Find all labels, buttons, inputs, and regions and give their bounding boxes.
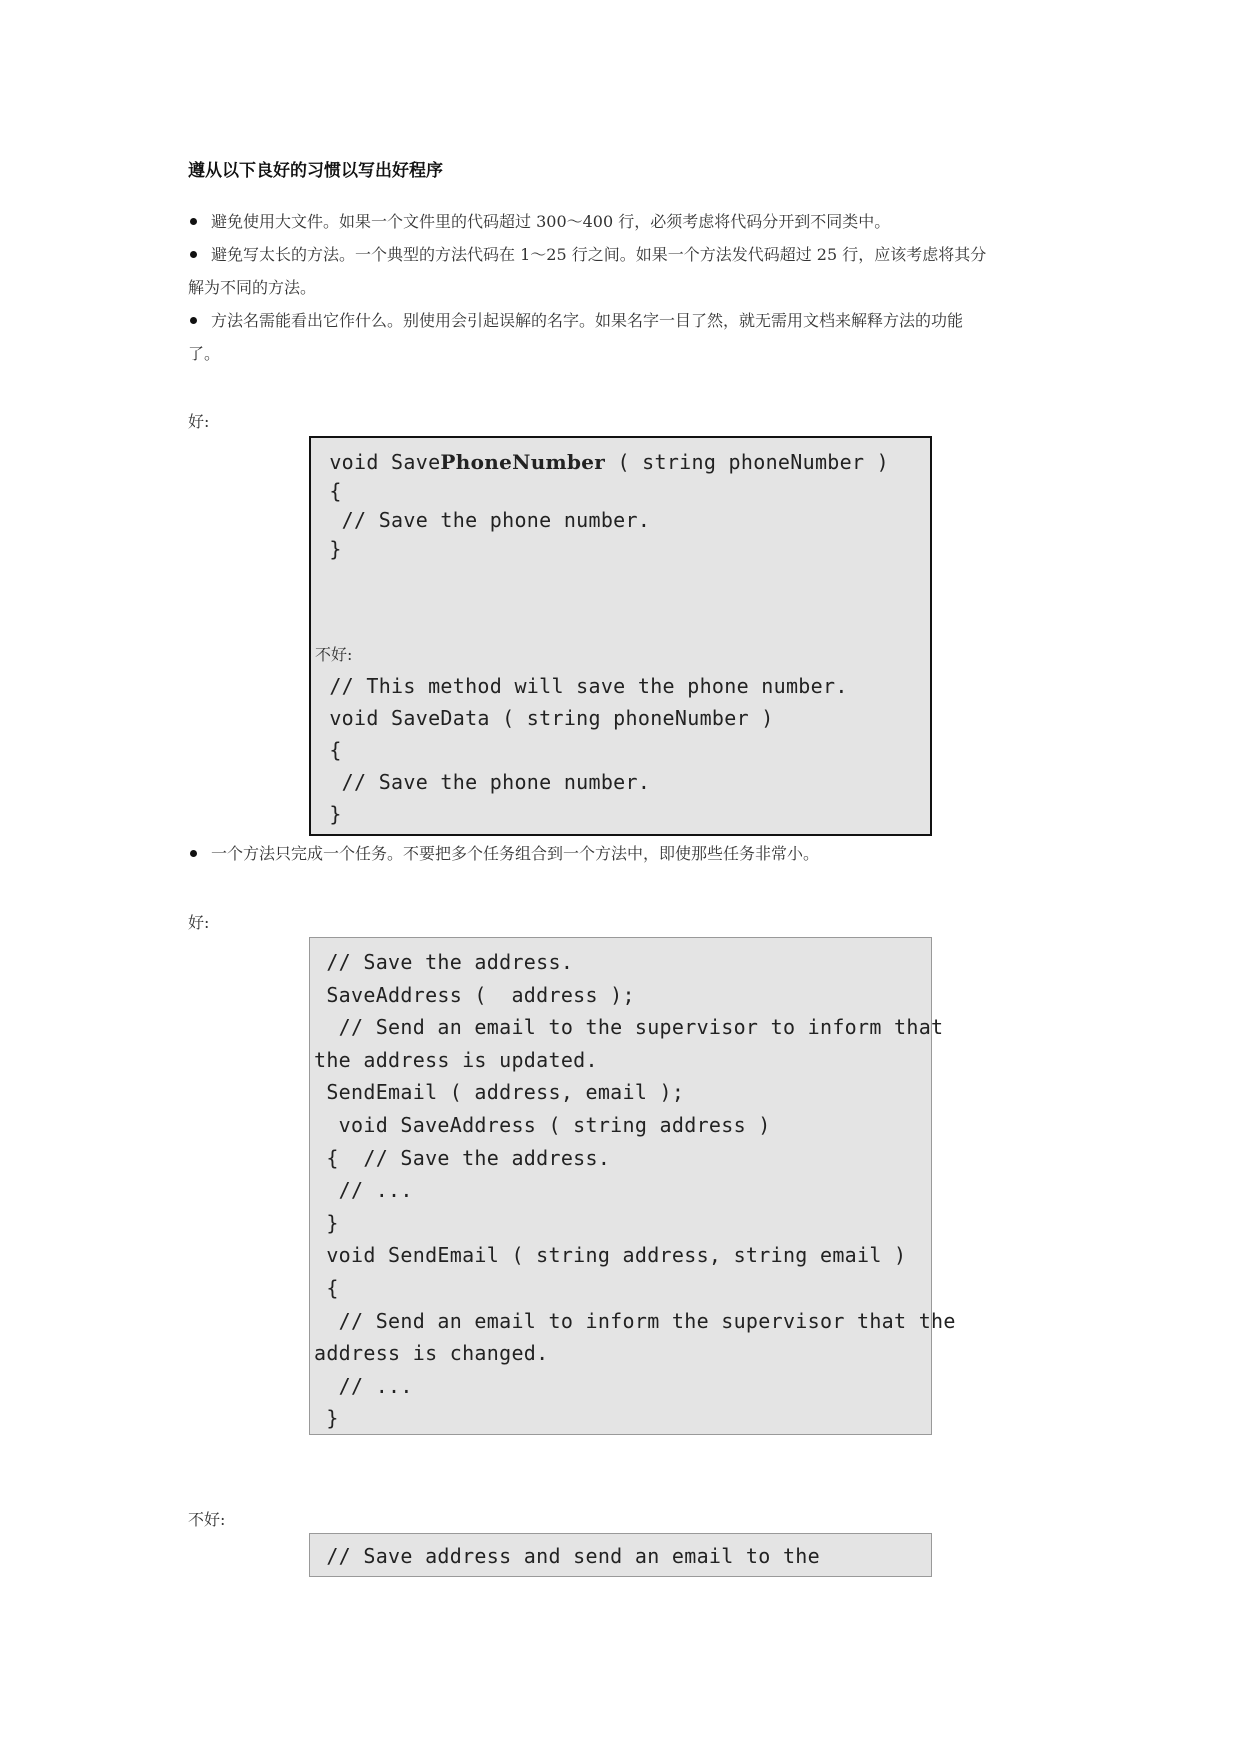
code-line: SaveAddress ( address );	[314, 982, 635, 1007]
code-line: address is changed.	[314, 1341, 549, 1366]
code-line: SendEmail ( address, email );	[314, 1080, 685, 1105]
code-line: {	[317, 738, 342, 762]
code-line: void SaveAddress ( string address )	[314, 1112, 771, 1137]
bullet-dot	[190, 218, 197, 225]
code-line: // Send an email to the supervisor to inform that	[314, 1015, 944, 1040]
code-line: // Save the phone number.	[317, 770, 651, 794]
code-line: {	[314, 1275, 339, 1300]
code-line: void SaveData ( string phoneNumber )	[317, 706, 774, 730]
code-block-method-naming	[309, 436, 932, 836]
bullet-dot	[190, 850, 197, 857]
bullet-item	[188, 238, 1068, 271]
code-block-single-task	[309, 937, 956, 1435]
code-line: // This method will save the phone number.	[317, 674, 848, 698]
bullet-text: 一个方法只完成一个任务。不要把多个任务组合到一个方法中，即使那些任务非常小。	[211, 844, 820, 863]
good-label: 好:	[188, 412, 210, 431]
good-label: 好:	[188, 913, 210, 932]
code-line: { // Save the address.	[314, 1145, 611, 1170]
bullet-text: 避免写太长的方法。一个典型的方法代码在 1～25 行之间。如果一个方法发代码超过 25 行，应该考虑将其分	[211, 245, 987, 264]
code-line: void SendEmail ( string address, string email )	[314, 1243, 907, 1268]
code-line: }	[317, 537, 342, 561]
bad-label: 不好:	[315, 645, 353, 664]
code-line: }	[314, 1210, 339, 1235]
code-line: // ...	[314, 1373, 413, 1398]
code-line: // Save the phone number.	[317, 508, 651, 532]
code-line: // Save address and send an email to the	[314, 1544, 820, 1568]
code-line: void SavePhoneNumber ( string phoneNumber )	[317, 450, 889, 474]
bullet-item	[188, 837, 1068, 870]
bold-highlight: PhoneNumber	[440, 450, 606, 474]
bullet-text: 方法名需能看出它作什么。别使用会引起误解的名字。如果名字一目了然，就无需用文档来解释方法的功能	[211, 311, 964, 330]
code-line: {	[317, 479, 342, 503]
bullet-item	[188, 304, 1068, 337]
code-line: }	[317, 802, 342, 826]
code-line: // Save the address.	[314, 950, 574, 974]
bullet-continuation: 解为不同的方法。	[188, 278, 317, 297]
bullet-dot	[190, 317, 197, 324]
bad-label: 不好:	[188, 1510, 226, 1529]
section-title: 遵从以下良好的习惯以写出好程序	[188, 161, 443, 181]
code-block-bad-example	[309, 1533, 932, 1577]
code-lines	[314, 946, 956, 1435]
bullet-continuation: 了。	[188, 344, 221, 363]
bullet-text: 避免使用大文件。如果一个文件里的代码超过 300～400 行，必须考虑将代码分开到不同类中。	[211, 212, 891, 231]
code-line: // Send an email to inform the supervisor that the	[314, 1308, 956, 1333]
bullet-item	[188, 205, 1068, 238]
code-line: }	[314, 1406, 339, 1431]
bullet-dot	[190, 251, 197, 258]
code-line: the address is updated.	[314, 1047, 598, 1072]
code-line: // ...	[314, 1178, 413, 1203]
